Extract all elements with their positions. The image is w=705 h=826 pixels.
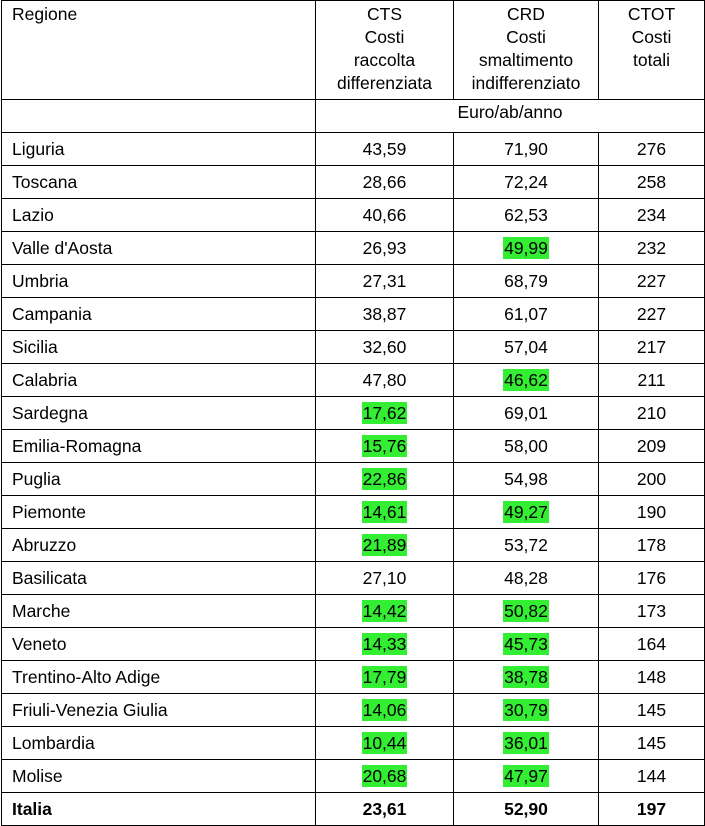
ctot-cell	[599, 199, 705, 232]
region-cell-value: Emilia-Romagna	[12, 435, 142, 456]
region-cell	[2, 166, 316, 199]
ctot-cell-value: 164	[636, 633, 667, 654]
cts-cell	[316, 562, 454, 595]
crd-cell	[454, 298, 599, 331]
cts-header-line: raccolta	[353, 50, 416, 70]
region-cell-value: Molise	[12, 765, 63, 786]
ctot-cell-value: 178	[636, 534, 667, 555]
crd-header	[454, 1, 599, 100]
cts-cell-value: 28,66	[362, 171, 407, 192]
region-cell-value: Valle d'Aosta	[12, 237, 113, 258]
total-ctot	[599, 793, 705, 826]
table-row	[2, 133, 705, 166]
ctot-cell-value: 258	[636, 171, 667, 192]
cts-cell-value: 14,06	[362, 699, 407, 720]
ctot-cell-value: 190	[636, 501, 667, 522]
crd-cell	[454, 562, 599, 595]
cts-cell	[316, 298, 454, 331]
units-empty-cell	[2, 100, 316, 133]
region-cell	[2, 397, 316, 430]
cts-cell	[316, 529, 454, 562]
total-cts	[316, 793, 454, 826]
total-crd	[454, 793, 599, 826]
table-row	[2, 529, 705, 562]
ctot-cell	[599, 562, 705, 595]
table-row	[2, 199, 705, 232]
crd-cell	[454, 661, 599, 694]
cts-cell	[316, 661, 454, 694]
ctot-cell	[599, 133, 705, 166]
cts-cell-value: 22,86	[362, 468, 407, 489]
crd-cell	[454, 628, 599, 661]
crd-header-line: indifferenziato	[471, 73, 581, 93]
crd-cell	[454, 694, 599, 727]
table-row	[2, 364, 705, 397]
ctot-cell-value: 145	[636, 732, 667, 753]
crd-cell-value: 45,73	[504, 633, 548, 654]
table-row	[2, 166, 705, 199]
crd-cell	[454, 364, 599, 397]
ctot-cell	[599, 496, 705, 529]
crd-cell	[454, 133, 599, 166]
cts-cell-value: 26,93	[362, 237, 407, 258]
cts-cell-value: 40,66	[362, 204, 407, 225]
table-row	[2, 595, 705, 628]
ctot-cell-value: 227	[636, 303, 667, 324]
ctot-cell	[599, 430, 705, 463]
cts-header-line: differenziata	[336, 73, 433, 93]
cts-cell	[316, 628, 454, 661]
ctot-cell	[599, 727, 705, 760]
ctot-cell-value: 217	[636, 336, 667, 357]
cts-cell-value: 32,60	[362, 336, 407, 357]
region-cell-value: Friuli-Venezia Giulia	[12, 699, 168, 720]
region-cell	[2, 430, 316, 463]
ctot-header-line: Costi	[631, 27, 672, 47]
cts-cell	[316, 694, 454, 727]
region-cell-value: Umbria	[12, 270, 69, 291]
cts-cell-value: 14,61	[362, 501, 407, 522]
crd-cell	[454, 496, 599, 529]
ctot-cell	[599, 661, 705, 694]
region-cell	[2, 265, 316, 298]
cts-cell	[316, 166, 454, 199]
table-row	[2, 397, 705, 430]
region-cell-value: Lombardia	[12, 732, 95, 753]
cts-cell	[316, 760, 454, 793]
crd-cell	[454, 727, 599, 760]
crd-cell	[454, 463, 599, 496]
crd-header-line: CRD	[507, 4, 545, 24]
ctot-cell-value: 209	[636, 435, 667, 456]
cts-cell-value: 14,33	[362, 633, 407, 654]
region-cell	[2, 298, 316, 331]
cts-cell-value: 27,31	[362, 270, 407, 291]
table-row	[2, 463, 705, 496]
crd-cell	[454, 760, 599, 793]
total-row	[2, 793, 705, 826]
region-cell	[2, 661, 316, 694]
crd-cell-value: 38,78	[504, 666, 548, 687]
region-cell	[2, 496, 316, 529]
ctot-cell	[599, 166, 705, 199]
cts-cell-value: 21,89	[362, 534, 407, 555]
cts-cell	[316, 430, 454, 463]
cts-cell-value: 27,10	[362, 567, 407, 588]
cts-header-line: Costi	[364, 27, 405, 47]
cts-cell	[316, 496, 454, 529]
crd-cell-value: 72,24	[504, 171, 548, 192]
cts-cell	[316, 265, 454, 298]
crd-cell	[454, 199, 599, 232]
crd-cell-value: 68,79	[504, 270, 548, 291]
ctot-header	[599, 1, 705, 100]
ctot-cell-value: 200	[636, 468, 667, 489]
crd-cell-value: 48,28	[504, 567, 548, 588]
ctot-cell	[599, 397, 705, 430]
ctot-cell	[599, 529, 705, 562]
region-cell-value: Basilicata	[12, 567, 87, 588]
cts-cell	[316, 595, 454, 628]
ctot-cell-value: 276	[636, 138, 667, 159]
crd-cell-value: 62,53	[504, 204, 548, 225]
cts-cell	[316, 727, 454, 760]
ctot-cell-value: 210	[636, 402, 667, 423]
crd-cell-value: 50,82	[504, 600, 548, 621]
crd-cell-value: 69,01	[504, 402, 548, 423]
region-cell-value: Lazio	[12, 204, 54, 225]
crd-cell-value: 57,04	[504, 336, 548, 357]
crd-cell	[454, 595, 599, 628]
table-row	[2, 265, 705, 298]
total-crd-value: 52,90	[504, 798, 548, 819]
header-row	[2, 1, 705, 100]
region-cell	[2, 562, 316, 595]
cts-cell-value: 20,68	[362, 765, 407, 786]
crd-cell-value: 61,07	[504, 303, 548, 324]
cts-cell	[316, 397, 454, 430]
region-cell-value: Toscana	[12, 171, 78, 192]
region-cell-value: Trentino-Alto Adige	[12, 666, 161, 687]
crd-cell-value: 49,27	[504, 501, 548, 522]
cts-header-line: CTS	[367, 4, 402, 24]
region-cell-value: Puglia	[12, 468, 61, 489]
cts-cell	[316, 364, 454, 397]
cts-cell-value: 17,79	[362, 666, 407, 687]
ctot-cell	[599, 364, 705, 397]
crd-header-line: Costi	[506, 27, 546, 47]
cts-cell-value: 38,87	[362, 303, 407, 324]
units-row	[2, 100, 705, 133]
ctot-cell	[599, 298, 705, 331]
region-cell	[2, 364, 316, 397]
crd-cell	[454, 430, 599, 463]
total-cts-value: 23,61	[362, 798, 407, 819]
ctot-cell-value: 227	[636, 270, 667, 291]
ctot-cell	[599, 628, 705, 661]
crd-cell-value: 53,72	[504, 534, 548, 555]
ctot-cell	[599, 265, 705, 298]
ctot-cell	[599, 760, 705, 793]
crd-cell-value: 71,90	[504, 138, 548, 159]
table-row	[2, 232, 705, 265]
ctot-cell-value: 211	[637, 369, 666, 390]
table-row	[2, 562, 705, 595]
crd-cell-value: 47,97	[504, 765, 548, 786]
crd-cell-value: 46,62	[504, 369, 548, 390]
ctot-cell-value: 176	[636, 567, 667, 588]
ctot-cell	[599, 463, 705, 496]
ctot-cell-value: 232	[636, 237, 667, 258]
cost-table	[1, 0, 705, 826]
region-cell	[2, 331, 316, 364]
region-cell-value: Piemonte	[12, 501, 86, 522]
region-cell	[2, 595, 316, 628]
crd-header-line: smaltimento	[478, 50, 574, 70]
table-row	[2, 496, 705, 529]
table-row	[2, 430, 705, 463]
region-cell-value: Abruzzo	[12, 534, 77, 555]
cts-cell	[316, 199, 454, 232]
crd-cell-value: 58,00	[504, 435, 548, 456]
cts-cell-value: 10,44	[362, 732, 407, 753]
region-cell	[2, 760, 316, 793]
units-label: Euro/ab/anno	[316, 100, 705, 133]
region-cell	[2, 628, 316, 661]
cts-cell-value: 47,80	[362, 369, 407, 390]
crd-cell	[454, 232, 599, 265]
region-cell	[2, 199, 316, 232]
table-row	[2, 694, 705, 727]
ctot-cell-value: 148	[636, 666, 667, 687]
region-cell	[2, 694, 316, 727]
ctot-cell	[599, 232, 705, 265]
crd-cell-value: 30,79	[504, 699, 548, 720]
crd-cell	[454, 529, 599, 562]
ctot-cell-value: 234	[636, 204, 667, 225]
cts-header	[316, 1, 454, 100]
table-row	[2, 661, 705, 694]
ctot-cell-value: 145	[636, 699, 667, 720]
crd-cell-value: 49,99	[504, 237, 548, 258]
crd-cell	[454, 331, 599, 364]
region-cell-value: Calabria	[12, 369, 78, 390]
cts-cell	[316, 331, 454, 364]
crd-cell-value: 36,01	[504, 732, 548, 753]
ctot-header-line: CTOT	[627, 4, 676, 24]
crd-cell	[454, 265, 599, 298]
region-cell	[2, 727, 316, 760]
region-cell	[2, 133, 316, 166]
cts-cell-value: 14,42	[362, 600, 407, 621]
region-cell-value: Campania	[12, 303, 92, 324]
ctot-cell	[599, 331, 705, 364]
table-row	[2, 298, 705, 331]
table-row	[2, 760, 705, 793]
ctot-header-line: totali	[633, 50, 670, 70]
table-row	[2, 628, 705, 661]
ctot-cell	[599, 694, 705, 727]
region-cell-value: Marche	[12, 600, 71, 621]
table-row	[2, 727, 705, 760]
crd-cell	[454, 397, 599, 430]
cts-cell-value: 15,76	[362, 435, 407, 456]
region-header: Regione	[2, 1, 316, 100]
region-cell	[2, 529, 316, 562]
cts-cell	[316, 133, 454, 166]
ctot-cell-value: 144	[636, 765, 667, 786]
region-cell-value: Sicilia	[12, 336, 58, 357]
ctot-cell	[599, 595, 705, 628]
crd-cell	[454, 166, 599, 199]
region-cell	[2, 232, 316, 265]
region-cell-value: Veneto	[12, 633, 67, 654]
cts-cell	[316, 463, 454, 496]
cts-cell-value: 43,59	[362, 138, 407, 159]
table-row	[2, 331, 705, 364]
cts-cell-value: 17,62	[362, 402, 407, 423]
ctot-cell-value: 173	[636, 600, 667, 621]
region-cell	[2, 463, 316, 496]
region-cell-value: Sardegna	[12, 402, 88, 423]
cts-cell	[316, 232, 454, 265]
total-region: Italia	[2, 793, 316, 826]
total-ctot-value: 197	[636, 798, 667, 819]
crd-cell-value: 54,98	[504, 468, 548, 489]
region-cell-value: Liguria	[12, 138, 65, 159]
